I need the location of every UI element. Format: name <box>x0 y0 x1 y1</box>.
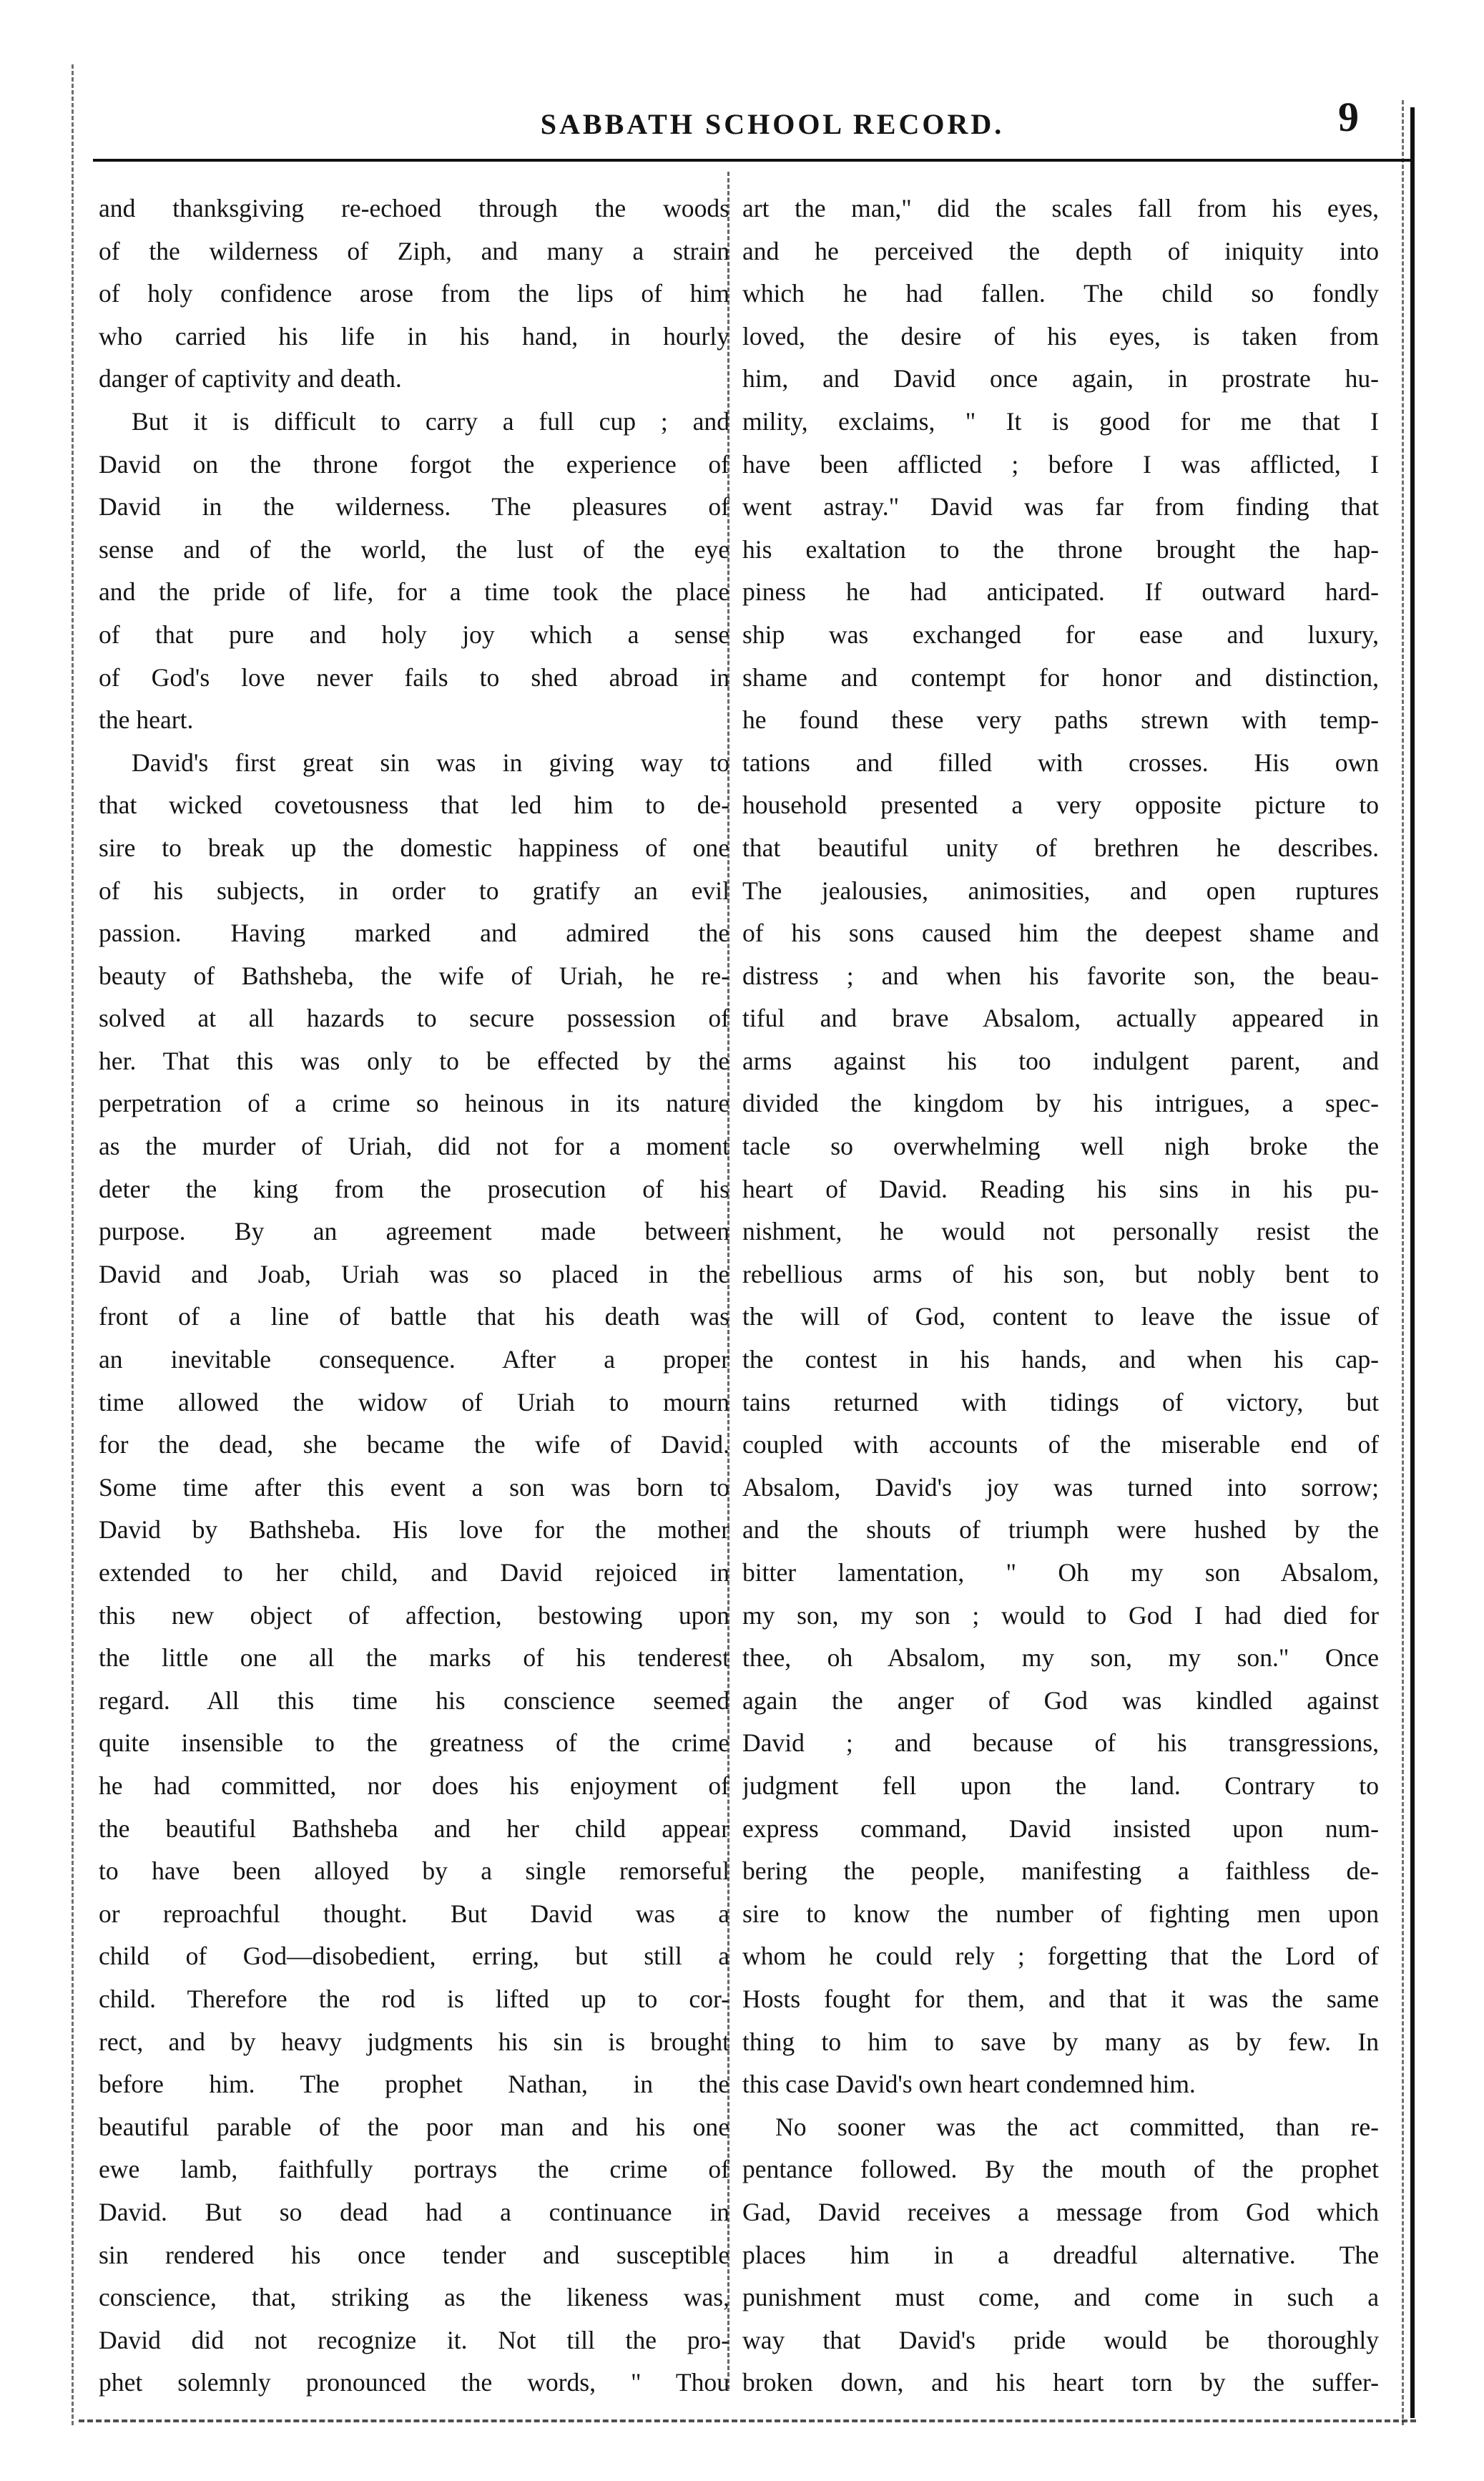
right-column <box>742 187 1379 2404</box>
header-rule <box>93 159 1412 162</box>
text-line: beautiful parable of the poor man and his one <box>99 2112 729 2141</box>
text-line: coupled with accounts of the miserable end of <box>742 1430 1379 1459</box>
text-line: phet solemnly pronounced the words, " Thou <box>99 2368 729 2397</box>
text-line: art the man," did the scales fall from his eyes, <box>742 194 1379 222</box>
text-line: sin rendered his once tender and susceptible <box>99 2240 729 2269</box>
text-line: punishment must come, and come in such a <box>742 2283 1379 2312</box>
text-line: him, and David once again, in prostrate hu- <box>742 364 1379 393</box>
footer-rule <box>79 2419 1416 2422</box>
text-line: David. But so dead had a continuance in <box>99 2197 729 2226</box>
text-line: David's first great sin was in giving way to <box>132 748 729 777</box>
text-line: of God's love never fails to shed abroad in <box>99 662 729 692</box>
text-line: the little one all the marks of his tenderest <box>99 1643 729 1673</box>
text-line: arms against his too indulgent parent, and <box>742 1046 1379 1075</box>
left-column <box>99 187 729 2404</box>
text-line: went astray." David was far from finding that <box>742 492 1379 522</box>
text-line: beauty of Bathsheba, the wife of Uriah, he re- <box>99 961 729 990</box>
text-line: child of God—disobedient, erring, but still a <box>99 1942 729 1971</box>
text-line: that wicked covetousness that led him to de- <box>99 791 729 820</box>
text-line: of his subjects, in order to gratify an evil <box>99 876 729 905</box>
text-line: divided the kingdom by his intrigues, a spec- <box>742 1089 1379 1118</box>
text-line: he had committed, nor does his enjoyment of <box>99 1771 729 1800</box>
text-line: his exaltation to the throne brought the hap- <box>742 534 1379 564</box>
text-line: mility, exclaims, " It is good for me that I <box>742 406 1379 436</box>
text-line: No sooner was the act committed, than re- <box>775 2112 1379 2141</box>
text-line: and he perceived the depth of iniquity into <box>742 236 1379 265</box>
text-line: sire to break up the domestic happiness of one <box>99 833 729 862</box>
text-line: regard. All this time his conscience seemed <box>99 1685 729 1715</box>
text-line: piness he had anticipated. If outward hard- <box>742 577 1379 607</box>
text-line: as the murder of Uriah, did not for a moment <box>99 1132 729 1161</box>
text-line: ship was exchanged for ease and luxury, <box>742 620 1379 649</box>
text-line: judgment fell upon the land. Contrary to <box>742 1771 1379 1800</box>
text-line: pentance followed. By the mouth of the prophet <box>742 2155 1379 2184</box>
text-line: and thanksgiving re-echoed through the woods <box>99 194 729 222</box>
text-line: her. That this was only to be effected by the <box>99 1046 729 1075</box>
text-line: rect, and by heavy judgments his sin is brought <box>99 2027 729 2056</box>
text-line: But it is difficult to carry a full cup ; and <box>132 406 729 436</box>
text-line: David and Joab, Uriah was so placed in the <box>99 1259 729 1288</box>
text-line: broken down, and his heart torn by the suffer- <box>742 2368 1379 2397</box>
text-line: this new object of affection, bestowing upon <box>99 1600 729 1630</box>
column-divider <box>727 172 729 2389</box>
text-line: the contest in his hands, and when his cap- <box>742 1345 1379 1374</box>
text-line: have been afflicted ; before I was afflicted, I <box>742 449 1379 479</box>
text-line: an inevitable consequence. After a proper <box>99 1345 729 1374</box>
text-line: before him. The prophet Nathan, in the <box>99 2070 729 2099</box>
text-line: Some time after this event a son was born to <box>99 1472 729 1502</box>
text-line: bitter lamentation, " Oh my son Absalom, <box>742 1558 1379 1587</box>
text-line: purpose. By an agreement made between <box>99 1217 729 1246</box>
text-line: thing to him to save by many as by few. In <box>742 2027 1379 2056</box>
text-line: solved at all hazards to secure possession of <box>99 1004 729 1033</box>
text-line: and the shouts of triumph were hushed by the <box>742 1515 1379 1545</box>
text-line: time allowed the widow of Uriah to mourn <box>99 1387 729 1416</box>
text-line: David on the throne forgot the experience of <box>99 449 729 479</box>
right-frame-rule <box>1410 107 1415 2418</box>
text-line: deter the king from the prosecution of his <box>99 1174 729 1203</box>
text-line: distress ; and when his favorite son, the beau- <box>742 961 1379 990</box>
text-line: bering the people, manifesting a faithless de- <box>742 1856 1379 1886</box>
text-line: places him in a dreadful alternative. The <box>742 2240 1379 2269</box>
text-line: tains returned with tidings of victory, but <box>742 1387 1379 1416</box>
text-line: danger of captivity and death. <box>99 364 402 393</box>
text-line: Hosts fought for them, and that it was the same <box>742 1984 1379 2013</box>
text-line: whom he could rely ; forgetting that the Lord of <box>742 1942 1379 1971</box>
text-line: thee, oh Absalom, my son, my son." Once <box>742 1643 1379 1673</box>
text-line: sire to know the number of fighting men upon <box>742 1899 1379 1928</box>
text-line: the heart. <box>99 705 194 735</box>
text-line: for the dead, she became the wife of David. <box>99 1430 729 1459</box>
text-line: David did not recognize it. Not till the pro- <box>99 2325 729 2354</box>
text-line: passion. Having marked and admired the <box>99 919 729 948</box>
text-line: child. Therefore the rod is lifted up to cor- <box>99 1984 729 2013</box>
text-line: David in the wilderness. The pleasures of <box>99 492 729 522</box>
text-line: he found these very paths strewn with temp- <box>742 705 1379 735</box>
left-margin-rule <box>72 64 78 2425</box>
text-line: tiful and brave Absalom, actually appeared in <box>742 1004 1379 1033</box>
text-line: household presented a very opposite picture to <box>742 791 1379 820</box>
page-number: 9 <box>1338 94 1359 140</box>
text-line: extended to her child, and David rejoiced in <box>99 1558 729 1587</box>
text-line: way that David's pride would be thoroughly <box>742 2325 1379 2354</box>
text-line: tacle so overwhelming well nigh broke the <box>742 1132 1379 1161</box>
running-title: SABBATH SCHOOL RECORD. <box>540 108 1005 140</box>
text-line: front of a line of battle that his death was <box>99 1302 729 1331</box>
text-line: shame and contempt for honor and distinction, <box>742 662 1379 692</box>
text-line: Gad, David receives a message from God which <box>742 2197 1379 2226</box>
text-line: sense and of the world, the lust of the eye <box>99 534 729 564</box>
right-margin-rule <box>1402 100 1408 2425</box>
text-line: perpetration of a crime so heinous in its nature <box>99 1089 729 1118</box>
text-line: to have been alloyed by a single remorseful <box>99 1856 729 1886</box>
text-line: again the anger of God was kindled against <box>742 1685 1379 1715</box>
text-line: rebellious arms of his son, but nobly bent to <box>742 1259 1379 1288</box>
text-line: the beautiful Bathsheba and her child appear <box>99 1814 729 1843</box>
text-line: that beautiful unity of brethren he describes. <box>742 833 1379 862</box>
text-line: quite insensible to the greatness of the crime <box>99 1728 729 1758</box>
text-line: loved, the desire of his eyes, is taken from <box>742 321 1379 351</box>
text-line: who carried his life in his hand, in hourly <box>99 321 729 351</box>
text-line: my son, my son ; would to God I had died for <box>742 1600 1379 1630</box>
text-line: or reproachful thought. But David was a <box>99 1899 729 1928</box>
text-line: heart of David. Reading his sins in his pu- <box>742 1174 1379 1203</box>
text-line: the will of God, content to leave the issue of <box>742 1302 1379 1331</box>
text-line: conscience, that, striking as the likeness was, <box>99 2283 729 2312</box>
text-line: of holy confidence arose from the lips of him <box>99 279 729 308</box>
text-line: of his sons caused him the deepest shame and <box>742 919 1379 948</box>
text-line: which he had fallen. The child so fondly <box>742 279 1379 308</box>
text-line: of the wilderness of Ziph, and many a strain <box>99 236 729 265</box>
text-line: of that pure and holy joy which a sense <box>99 620 729 649</box>
text-line: and the pride of life, for a time took the place <box>99 577 729 607</box>
text-line: The jealousies, animosities, and open ruptures <box>742 876 1379 905</box>
text-line: Absalom, David's joy was turned into sorrow; <box>742 1472 1379 1502</box>
text-line: tations and filled with crosses. His own <box>742 748 1379 777</box>
running-header <box>93 93 1402 157</box>
text-line: nishment, he would not personally resist the <box>742 1217 1379 1246</box>
text-line: ewe lamb, faithfully portrays the crime of <box>99 2155 729 2184</box>
text-line: this case David's own heart condemned him. <box>742 2070 1196 2099</box>
text-line: express command, David insisted upon num- <box>742 1814 1379 1843</box>
text-line: David ; and because of his transgressions, <box>742 1728 1379 1758</box>
text-line: David by Bathsheba. His love for the mother <box>99 1515 729 1545</box>
